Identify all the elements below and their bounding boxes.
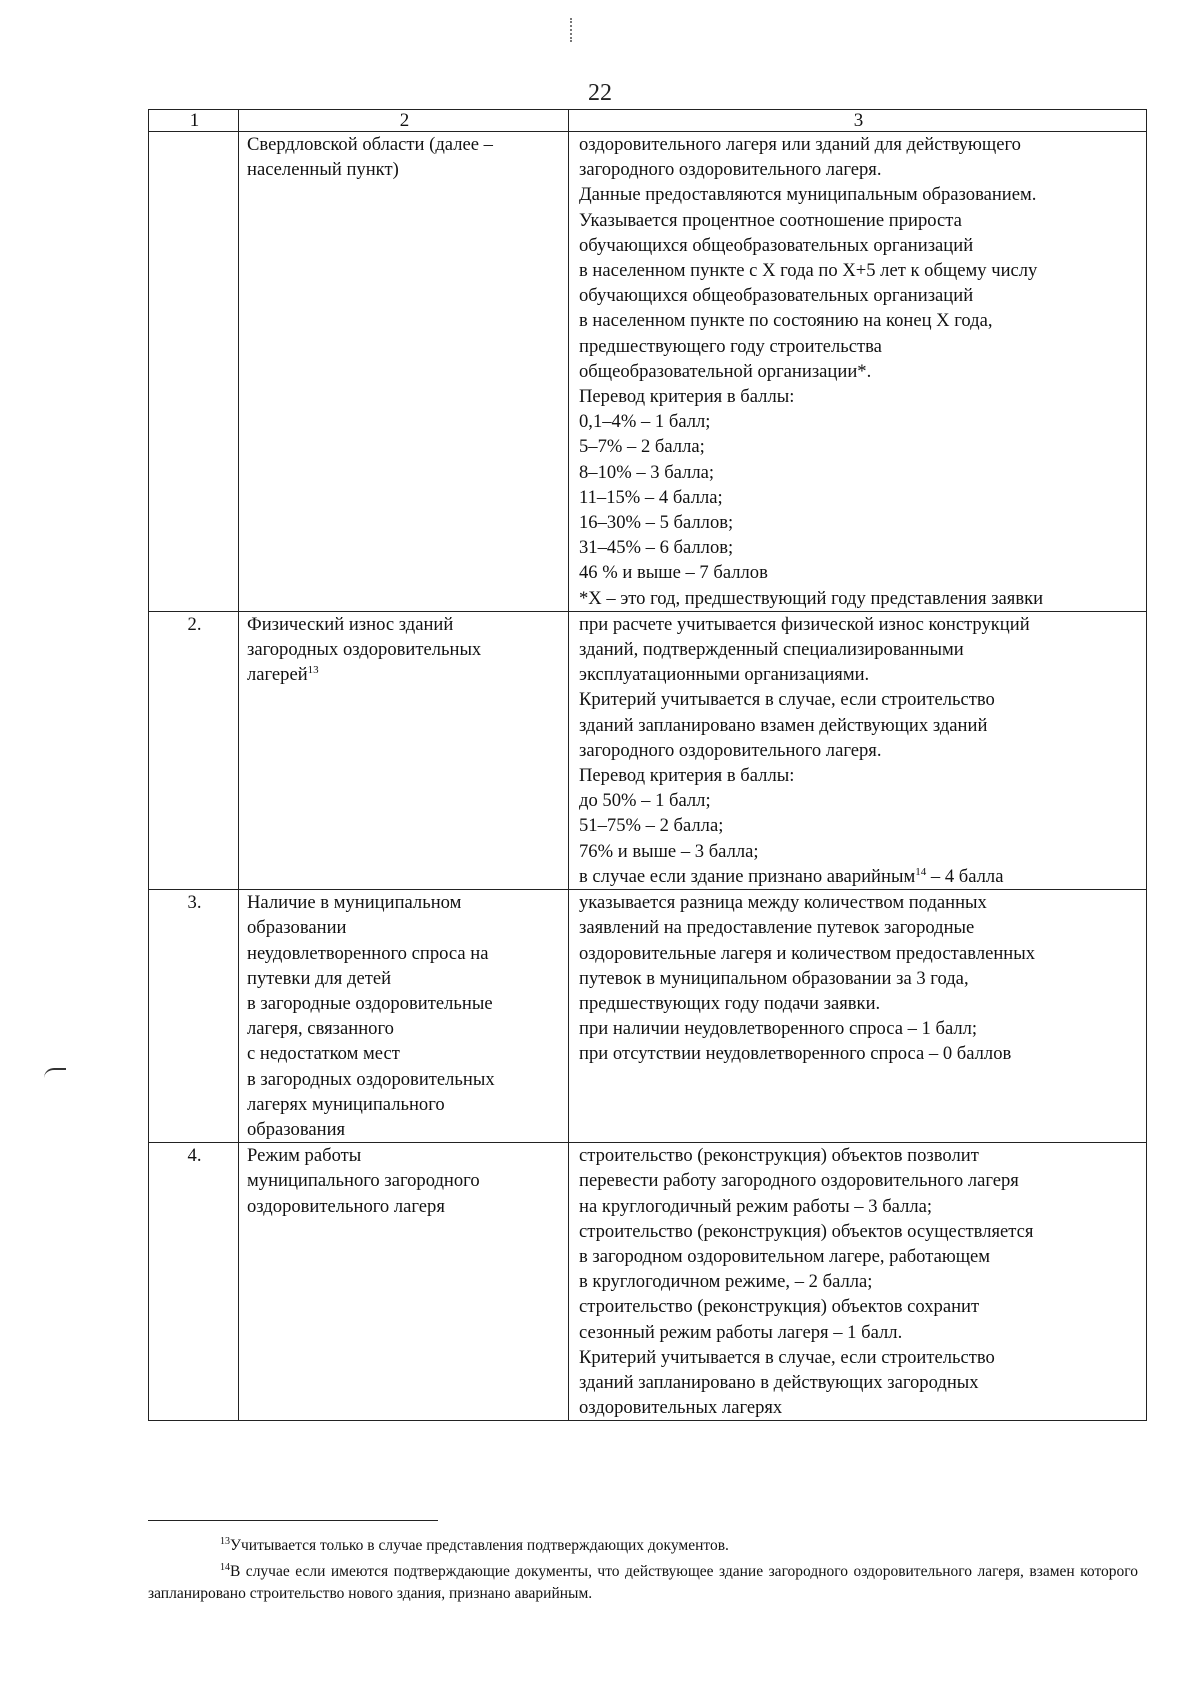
description-line: путевок в муниципальном образовании за 3 года, bbox=[579, 967, 969, 989]
description-line: общеобразовательной организации*. bbox=[579, 360, 872, 382]
description-line: оздоровительного лагеря или зданий для действующего bbox=[579, 134, 1021, 155]
description-line: 76% и выше – 3 балла; bbox=[579, 840, 759, 862]
description-line: эксплуатационными организациями. bbox=[579, 664, 870, 686]
description-cell bbox=[569, 1143, 1147, 1421]
description-line: предшествующих году подачи заявки. bbox=[579, 992, 881, 1014]
description-line bbox=[579, 864, 1140, 889]
description-line: указывается разница между количеством поданных bbox=[579, 892, 987, 914]
description-line: обучающихся общеобразовательных организаций bbox=[579, 234, 974, 256]
description-cell bbox=[569, 890, 1147, 1143]
description-line: строительство (реконструкция) объектов позволит bbox=[579, 1145, 979, 1167]
description-line: в круглогодичном режиме, – 2 балла; bbox=[579, 1271, 873, 1293]
criterion-line bbox=[247, 1067, 562, 1092]
criterion-line-text: в загородных оздоровительных bbox=[247, 1068, 495, 1090]
description-line: на круглогодичный режим работы – 3 балла; bbox=[579, 1195, 933, 1217]
criterion-line-text: образовании bbox=[247, 917, 347, 939]
description-line: в населенном пункте по состоянию на конец Х года, bbox=[579, 310, 993, 332]
footnotes bbox=[148, 1520, 1138, 1605]
description-line: при отсутствии неудовлетворенного спроса – 0 баллов bbox=[579, 1043, 1012, 1065]
description-line: Критерий учитывается в случае, если строительство bbox=[579, 1346, 995, 1368]
description-line: строительство (реконструкция) объектов осуществляется bbox=[579, 1220, 1034, 1242]
criterion-line bbox=[247, 1143, 562, 1168]
description-line: при расчете учитывается физической износ конструкций bbox=[579, 613, 1030, 635]
description-line: Указывается процентное соотношение прироста bbox=[579, 209, 962, 231]
footnote-14 bbox=[148, 1557, 1138, 1605]
criterion-line bbox=[247, 662, 562, 687]
criterion-line-text: образования bbox=[247, 1118, 346, 1140]
criterion-cell bbox=[239, 1143, 569, 1421]
column-header-2: 2 bbox=[239, 110, 569, 132]
description-line: Перевод критерия в баллы: bbox=[579, 386, 795, 408]
criterion-line-text: неудовлетворенного спроса на bbox=[247, 942, 489, 964]
criterion-line bbox=[247, 1041, 562, 1066]
description-line: 0,1–4% – 1 балл; bbox=[579, 411, 711, 433]
description-line: предшествующего году строительства bbox=[579, 335, 882, 357]
row-number: 3. bbox=[149, 890, 239, 1143]
criterion-line bbox=[247, 157, 562, 182]
criterion-line bbox=[247, 1117, 562, 1142]
description-line-text: в случае если здание признано аварийным bbox=[579, 865, 916, 887]
description-line: при наличии неудовлетворенного спроса – 1 балл; bbox=[579, 1018, 978, 1040]
row-number bbox=[149, 132, 239, 612]
criterion-line-text: Наличие в муниципальном bbox=[247, 892, 462, 914]
criterion-line-text: Свердловской области (далее – bbox=[247, 134, 493, 155]
criterion-line bbox=[247, 1194, 562, 1219]
description-line: зданий, подтвержденный специализированными bbox=[579, 639, 964, 661]
description-line: 31–45% – 6 баллов; bbox=[579, 537, 734, 559]
criterion-cell bbox=[239, 132, 569, 612]
footnote-13 bbox=[148, 1531, 1138, 1557]
description-line: до 50% – 1 балл; bbox=[579, 790, 711, 812]
description-line: 5–7% – 2 балла; bbox=[579, 436, 705, 458]
criterion-line-text: путевки для детей bbox=[247, 967, 392, 989]
description-line: обучающихся общеобразовательных организаций bbox=[579, 285, 974, 307]
table-row bbox=[149, 132, 1147, 612]
criterion-line bbox=[247, 132, 562, 157]
criterion-line-text: в загородные оздоровительные bbox=[247, 992, 493, 1014]
description-line: сезонный режим работы лагеря – 1 балл. bbox=[579, 1321, 903, 1343]
criterion-line bbox=[247, 966, 562, 991]
column-header-1: 1 bbox=[149, 110, 239, 132]
description-line: *Х – это год, предшествующий году представления заявки bbox=[579, 587, 1044, 609]
table-body bbox=[149, 132, 1147, 1421]
criterion-line-text: загородных оздоровительных bbox=[247, 639, 482, 661]
criterion-line bbox=[247, 941, 562, 966]
row-number: 2. bbox=[149, 611, 239, 889]
criteria-table bbox=[148, 109, 1147, 1421]
description-line-text: – 4 балла bbox=[926, 865, 1004, 887]
description-line: 8–10% – 3 балла; bbox=[579, 461, 715, 483]
criterion-line-text: оздоровительного лагеря bbox=[247, 1195, 445, 1217]
description-line: 51–75% – 2 балла; bbox=[579, 815, 724, 837]
criterion-line bbox=[247, 612, 562, 637]
criterion-line bbox=[247, 991, 562, 1016]
footnote-separator bbox=[148, 1520, 438, 1521]
description-line: зданий запланировано взамен действующих зданий bbox=[579, 714, 988, 736]
scan-artifact-dots bbox=[570, 18, 574, 42]
criterion-line bbox=[247, 637, 562, 662]
table-row bbox=[149, 890, 1147, 1143]
table-row bbox=[149, 1143, 1147, 1421]
criterion-cell bbox=[239, 611, 569, 889]
column-header-3: 3 bbox=[569, 110, 1147, 132]
criterion-line-text: Режим работы bbox=[247, 1145, 362, 1167]
criterion-line bbox=[247, 1092, 562, 1117]
table-row bbox=[149, 611, 1147, 889]
criterion-line bbox=[247, 915, 562, 940]
description-line: в загородном оздоровительном лагере, работающем bbox=[579, 1245, 991, 1267]
page-number: 22 bbox=[588, 80, 612, 106]
footnote-mark: 13 bbox=[220, 1536, 230, 1547]
criterion-line-text: населенный пункт) bbox=[247, 159, 399, 181]
criterion-line-text: лагеря, связанного bbox=[247, 1018, 394, 1040]
description-line: 11–15% – 4 балла; bbox=[579, 486, 723, 508]
description-line: 16–30% – 5 баллов; bbox=[579, 512, 734, 534]
description-line: загородного оздоровительного лагеря. bbox=[579, 739, 882, 761]
description-line: Перевод критерия в баллы: bbox=[579, 765, 795, 787]
footnote-mark: 14 bbox=[220, 1562, 230, 1574]
description-line: перевести работу загородного оздоровительного лагеря bbox=[579, 1170, 1019, 1192]
footnote-ref: 14 bbox=[915, 865, 927, 878]
criterion-line-text: с недостатком мест bbox=[247, 1043, 400, 1065]
description-line: Данные предоставляются муниципальным образованием. bbox=[579, 184, 1037, 206]
footnote-ref: 13 bbox=[307, 664, 319, 677]
footnote-text: Учитывается только в случае представления подтверждающих документов. bbox=[230, 1537, 729, 1555]
criterion-line bbox=[247, 1168, 562, 1193]
description-line: заявлений на предоставление путевок загородные bbox=[579, 917, 975, 939]
criterion-line bbox=[247, 1016, 562, 1041]
criterion-line-text: муниципального загородного bbox=[247, 1170, 480, 1192]
description-line: строительство (реконструкция) объектов сохранит bbox=[579, 1296, 980, 1318]
criterion-line-text: лагерях муниципального bbox=[247, 1093, 445, 1115]
description-line: Критерий учитывается в случае, если строительство bbox=[579, 689, 995, 711]
description-line: зданий запланировано в действующих загородных bbox=[579, 1371, 979, 1393]
footnote-text: В случае если имеются подтверждающие документы, что действующее здание загородного оздоровительного лагеря, взамен которого запланировано строительство нового здания, признано аварийным. bbox=[148, 1563, 1138, 1603]
description-line: в населенном пункте с Х года по Х+5 лет к общему числу bbox=[579, 260, 1038, 282]
criterion-cell bbox=[239, 890, 569, 1143]
criterion-line bbox=[247, 890, 562, 915]
criterion-line-text: Физический износ зданий bbox=[247, 613, 454, 635]
description-cell bbox=[569, 611, 1147, 889]
description-cell bbox=[569, 132, 1147, 612]
description-line: оздоровительных лагерях bbox=[579, 1397, 783, 1419]
scan-artifact-mark bbox=[44, 1068, 66, 1080]
criterion-line-text: лагерей bbox=[247, 664, 308, 686]
row-number: 4. bbox=[149, 1143, 239, 1421]
description-line: оздоровительные лагеря и количеством предоставленных bbox=[579, 942, 1036, 964]
description-line: загородного оздоровительного лагеря. bbox=[579, 159, 882, 181]
table-header-row bbox=[149, 110, 1147, 132]
description-line: 46 % и выше – 7 баллов bbox=[579, 562, 768, 584]
